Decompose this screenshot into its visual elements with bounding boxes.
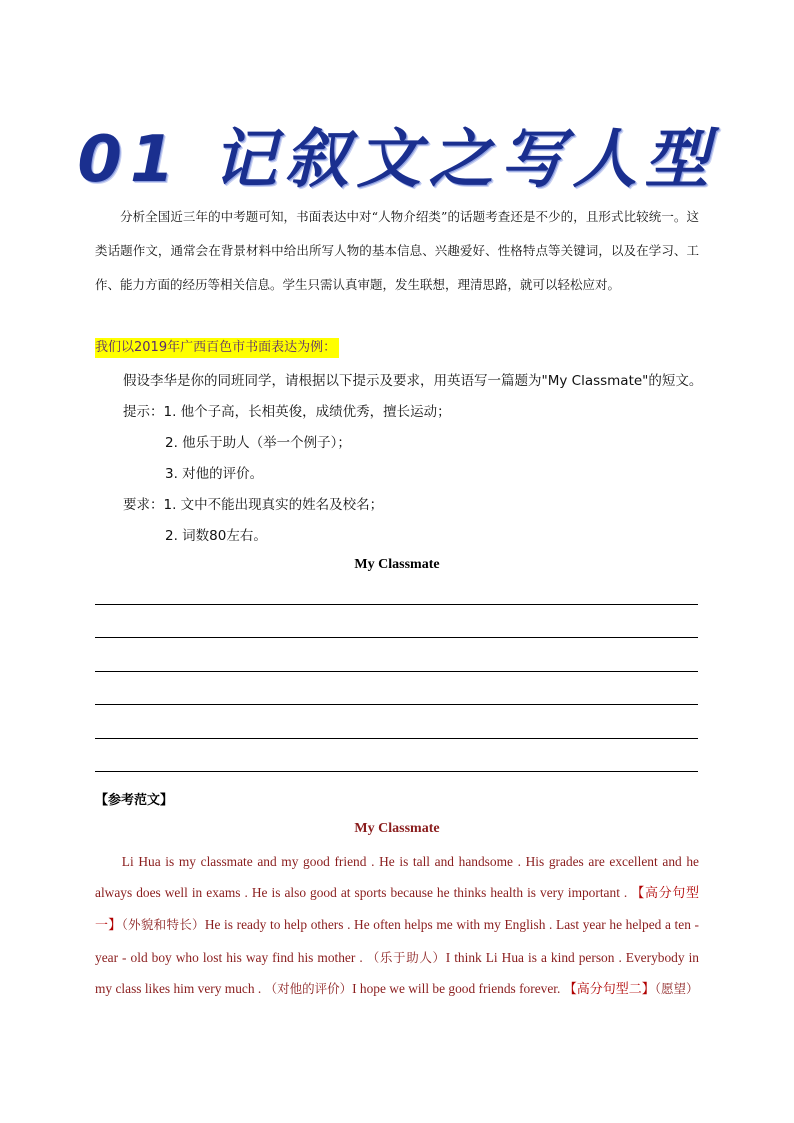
task-block xyxy=(95,366,705,552)
model-text-3: I think Li Hua is a kind person . Everybody in my class likes him very much . xyxy=(95,949,699,996)
reference-heading: 【参考范文】 xyxy=(95,793,174,808)
model-note-4: （愿望） xyxy=(654,980,699,996)
page-title: 01 记叙文之写人型 xyxy=(77,123,717,197)
model-note-2: （乐于助人） xyxy=(366,949,446,965)
task-prompt: 假设李华是你的同班同学，请根据以下提示及要求，用英语写一篇题为"My Classmate"的短文。 xyxy=(123,373,703,389)
model-note-3: （对他的评价） xyxy=(264,980,353,996)
task-requirement-2: 2. 词数80左右。 xyxy=(165,528,267,544)
writing-line xyxy=(95,771,698,804)
task-hint-2: 2. 他乐于助人（举一个例子）； xyxy=(165,435,351,451)
writing-line xyxy=(95,604,698,637)
writing-line xyxy=(95,738,698,771)
intro-paragraph: 分析全国近三年的中考题可知，书面表达中对“人物介绍类”的话题考查还是不少的，且形式比较统一。这类话题作文，通常会在背景材料中给出所写人物的基本信息、兴趣爱好、性格特点等关键词，以及在学习、工作、能力方面的经历等相关信息。学生只需认真审题，发生联想，理清思路，就可以轻松应对。 xyxy=(95,209,699,292)
model-essay xyxy=(95,846,699,1005)
example-heading: 我们以2019年广西百色市书面表达为例： xyxy=(95,338,339,358)
writing-line xyxy=(95,704,698,737)
blank-essay-title: My Classmate xyxy=(354,557,440,572)
model-text-2: He is ready to help others . He often helps me with my English . Last year he helped a ten - year - old boy who lost his way find his mother . xyxy=(95,917,699,965)
model-note-1: （外貌和特长） xyxy=(121,917,205,933)
model-text-4: I hope we will be good friends forever. xyxy=(352,980,564,996)
task-requirement-1: 要求：1. 文中不能出现真实的姓名及校名； xyxy=(123,497,384,513)
model-text-1: Li Hua is my classmate and my good friend . He is tall and handsome . His grades are excellent and he always does well in exams . He is also good at sports because he thinks health is very important . xyxy=(95,854,699,901)
task-hint-1: 提示：1. 他个子高，长相英俊，成绩优秀，擅长运动； xyxy=(123,404,451,420)
writing-line xyxy=(95,637,698,670)
writing-lines xyxy=(95,604,698,804)
high-score-tag-2: 【高分句型二】 xyxy=(563,981,655,997)
high-score-tag-1: 【高分句型一】 xyxy=(95,886,699,934)
model-essay-title: My Classmate xyxy=(354,821,440,836)
task-hint-3: 3. 对他的评价。 xyxy=(165,466,264,482)
writing-line xyxy=(95,671,698,704)
